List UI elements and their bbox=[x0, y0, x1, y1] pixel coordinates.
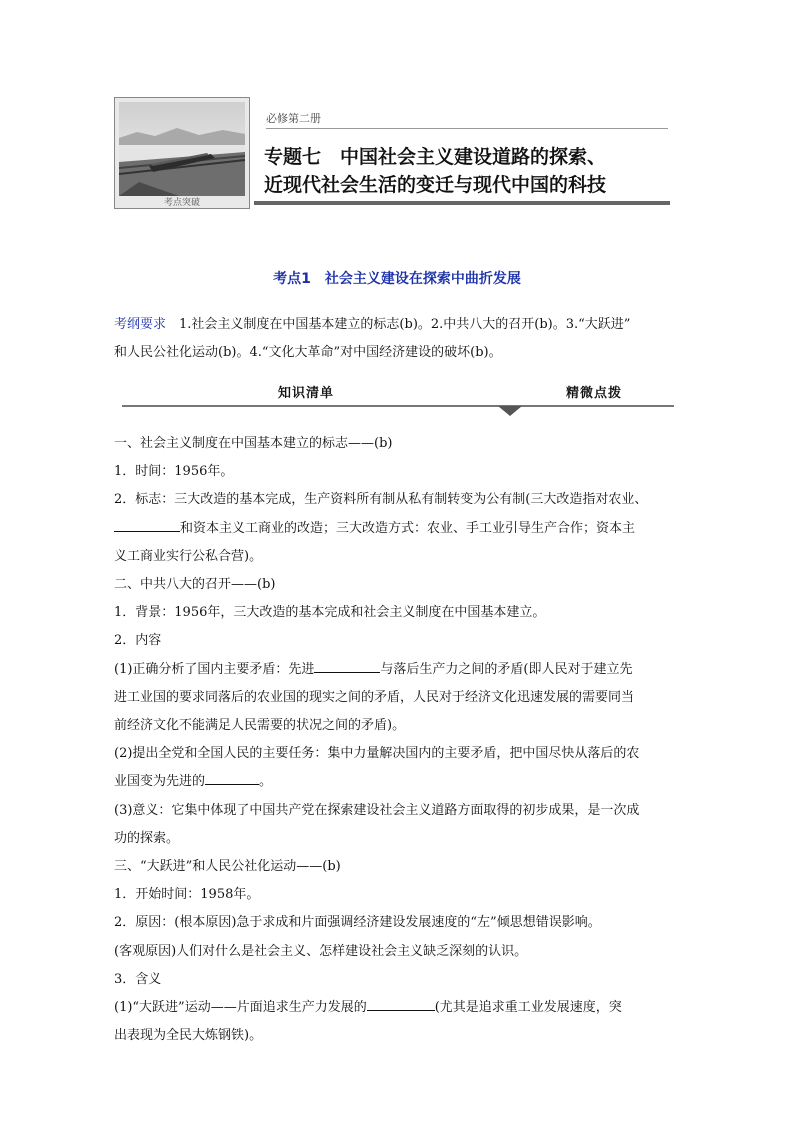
section-2-item-3-b: 功的探索。 bbox=[114, 830, 180, 846]
requirements-label: 考纲要求 bbox=[114, 317, 167, 332]
section-1-mark-c: 义工商业实行公私合营)。 bbox=[114, 548, 263, 564]
fill-blank[interactable] bbox=[367, 996, 435, 1011]
knowledge-list-label: 知识清单 bbox=[278, 386, 335, 401]
section-1-mark-b: 和资本主义工商业的改造；三大改造方式：农业、手工业引导生产合作；资本主 bbox=[180, 520, 636, 536]
book-label: 必修第二册 bbox=[266, 112, 321, 125]
header-rule bbox=[266, 128, 668, 129]
section-1-time: 1．时间：1956年。 bbox=[114, 464, 234, 480]
section-2-title: 二、中共八大的召开——(b) bbox=[114, 577, 276, 593]
topic-title-line-2: 近现代社会生活的变迁与现代中国的科技 bbox=[264, 174, 607, 196]
fill-blank[interactable] bbox=[114, 517, 180, 532]
section-2-item-2-line bbox=[114, 768, 688, 796]
syllabus-requirements bbox=[114, 311, 694, 367]
chapter-banner bbox=[114, 97, 670, 211]
divider-line bbox=[122, 405, 674, 407]
section-3-meaning-1-a: (1)“大跃进”运动——片面追求生产力发展的 bbox=[114, 1000, 367, 1016]
section-2-item-2-c: 。 bbox=[259, 774, 273, 790]
section-2-background: 1．背景：1956年，三大改造的基本完成和社会主义制度在中国基本建立。 bbox=[114, 605, 546, 621]
key-points-label: 精微点拨 bbox=[566, 386, 623, 401]
section-divider bbox=[122, 378, 674, 418]
section-3-meaning-1-c: 出表现为全民大炼钢铁)。 bbox=[114, 1028, 263, 1044]
exam-point-title: 考点1 社会主义建设在探索中曲折发展 bbox=[273, 271, 521, 287]
section-2-item-1-b: 与落后生产力之间的矛盾(即人民对于建立先 bbox=[380, 661, 633, 677]
section-3-cause-b: (客观原因)人们对什么是社会主义、怎样建设社会主义缺乏深刻的认识。 bbox=[114, 943, 528, 959]
section-2-item-1-c: 进工业国的要求同落后的农业国的现实之间的矛盾，人民对于经济文化迅速发展的需要同当 bbox=[114, 689, 635, 705]
section-2-item-1-line bbox=[114, 656, 688, 684]
train-photo bbox=[119, 102, 245, 196]
fill-blank[interactable] bbox=[314, 658, 380, 673]
requirements-line-1: 1.社会主义制度在中国基本建立的标志(b)。2.中共八大的召开(b)。3.“大跃进” bbox=[166, 317, 631, 332]
section-3-meaning-1-line bbox=[114, 994, 688, 1022]
section-1-mark-b-line bbox=[114, 515, 688, 543]
photo-caption: 考点突破 bbox=[163, 198, 200, 208]
divider-triangle-icon bbox=[498, 406, 522, 416]
section-1-title: 一、社会主义制度在中国基本建立的标志——(b) bbox=[114, 436, 393, 451]
section-2-content-heading: 2．内容 bbox=[114, 633, 162, 649]
section-3-start: 1．开始时间：1958年。 bbox=[114, 887, 260, 903]
cover-photo-frame bbox=[114, 97, 250, 209]
section-3-title: 三、“大跃进”和人民公社化运动——(b) bbox=[114, 859, 341, 875]
section-3-meaning-1-b: (尤其是追求重工业发展速度，突 bbox=[434, 1000, 622, 1016]
section-2-item-2-a: (2)提出全党和全国人民的主要任务：集中力量解决国内的主要矛盾，把中国尽快从落后的农 bbox=[114, 746, 640, 762]
fill-blank[interactable] bbox=[205, 770, 259, 785]
section-2-item-1-a: (1)正确分析了国内主要矛盾：先进 bbox=[114, 661, 315, 677]
section-3-meaning-heading: 3．含义 bbox=[114, 971, 162, 987]
knowledge-content bbox=[114, 430, 688, 1050]
requirements-line-2: 和人民公社化运动(b)。4.“文化大革命”对中国经济建设的破坏(b)。 bbox=[114, 345, 502, 360]
section-2-item-2-b: 业国变为先进的 bbox=[114, 774, 206, 790]
header-thick-rule bbox=[254, 201, 670, 205]
topic-title-line-1: 专题七 中国社会主义建设道路的探索、 bbox=[264, 146, 607, 168]
section-2-item-1-d: 前经济文化不能满足人民需要的状况之间的矛盾)。 bbox=[114, 718, 406, 734]
section-2-item-3-a: (3)意义：它集中体现了中国共产党在探索建设社会主义道路方面取得的初步成果，是一次成 bbox=[114, 802, 640, 818]
section-3-cause-a: 2．原因：(根本原因)急于求成和片面强调经济建设发展速度的“左”倾思想错误影响。 bbox=[114, 915, 601, 931]
section-1-mark-a: 2．标志：三大改造的基本完成，生产资料所有制从私有制转变为公有制(三大改造指对农业、 bbox=[114, 492, 648, 508]
topic-title bbox=[264, 143, 606, 199]
